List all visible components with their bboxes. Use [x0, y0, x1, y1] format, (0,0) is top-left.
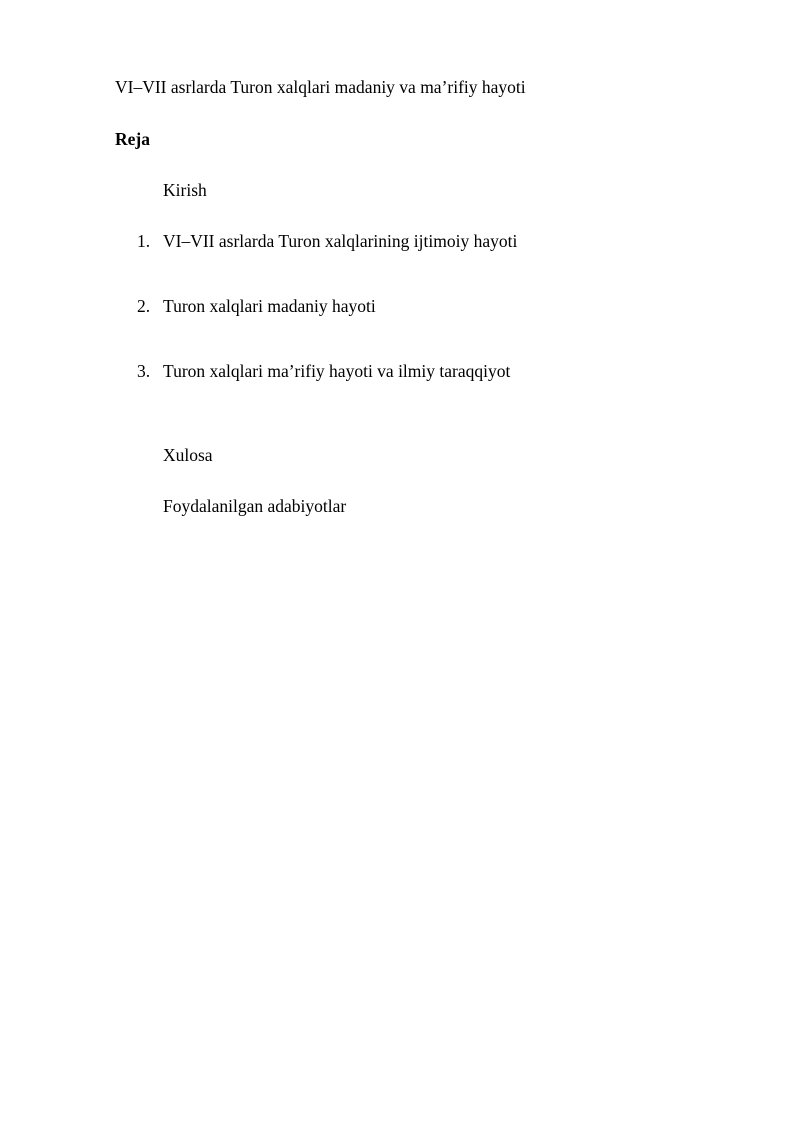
document-title: VI–VII asrlarda Turon xalqlari madaniy va ma’rifiy hayoti — [115, 77, 526, 97]
plan-item-2 — [137, 296, 376, 316]
plan-item-1 — [137, 231, 517, 251]
plan-references: Foydalanilgan adabiyotlar — [163, 496, 347, 516]
plan-heading: Reja — [115, 129, 150, 149]
plan-item-text: Turon xalqlari madaniy hayoti — [163, 296, 376, 316]
plan-intro: Kirish — [163, 180, 207, 200]
plan-conclusion: Xulosa — [163, 445, 213, 465]
plan-item-3 — [137, 361, 510, 381]
plan-item-number: 3. — [137, 361, 151, 381]
plan-item-number: 2. — [137, 296, 151, 316]
plan-item-text: VI–VII asrlarda Turon xalqlarining ijtimoiy hayoti — [163, 231, 518, 251]
plan-item-text: Turon xalqlari ma’rifiy hayoti va ilmiy taraqqiyot — [163, 361, 511, 381]
plan-item-number: 1. — [137, 231, 151, 251]
